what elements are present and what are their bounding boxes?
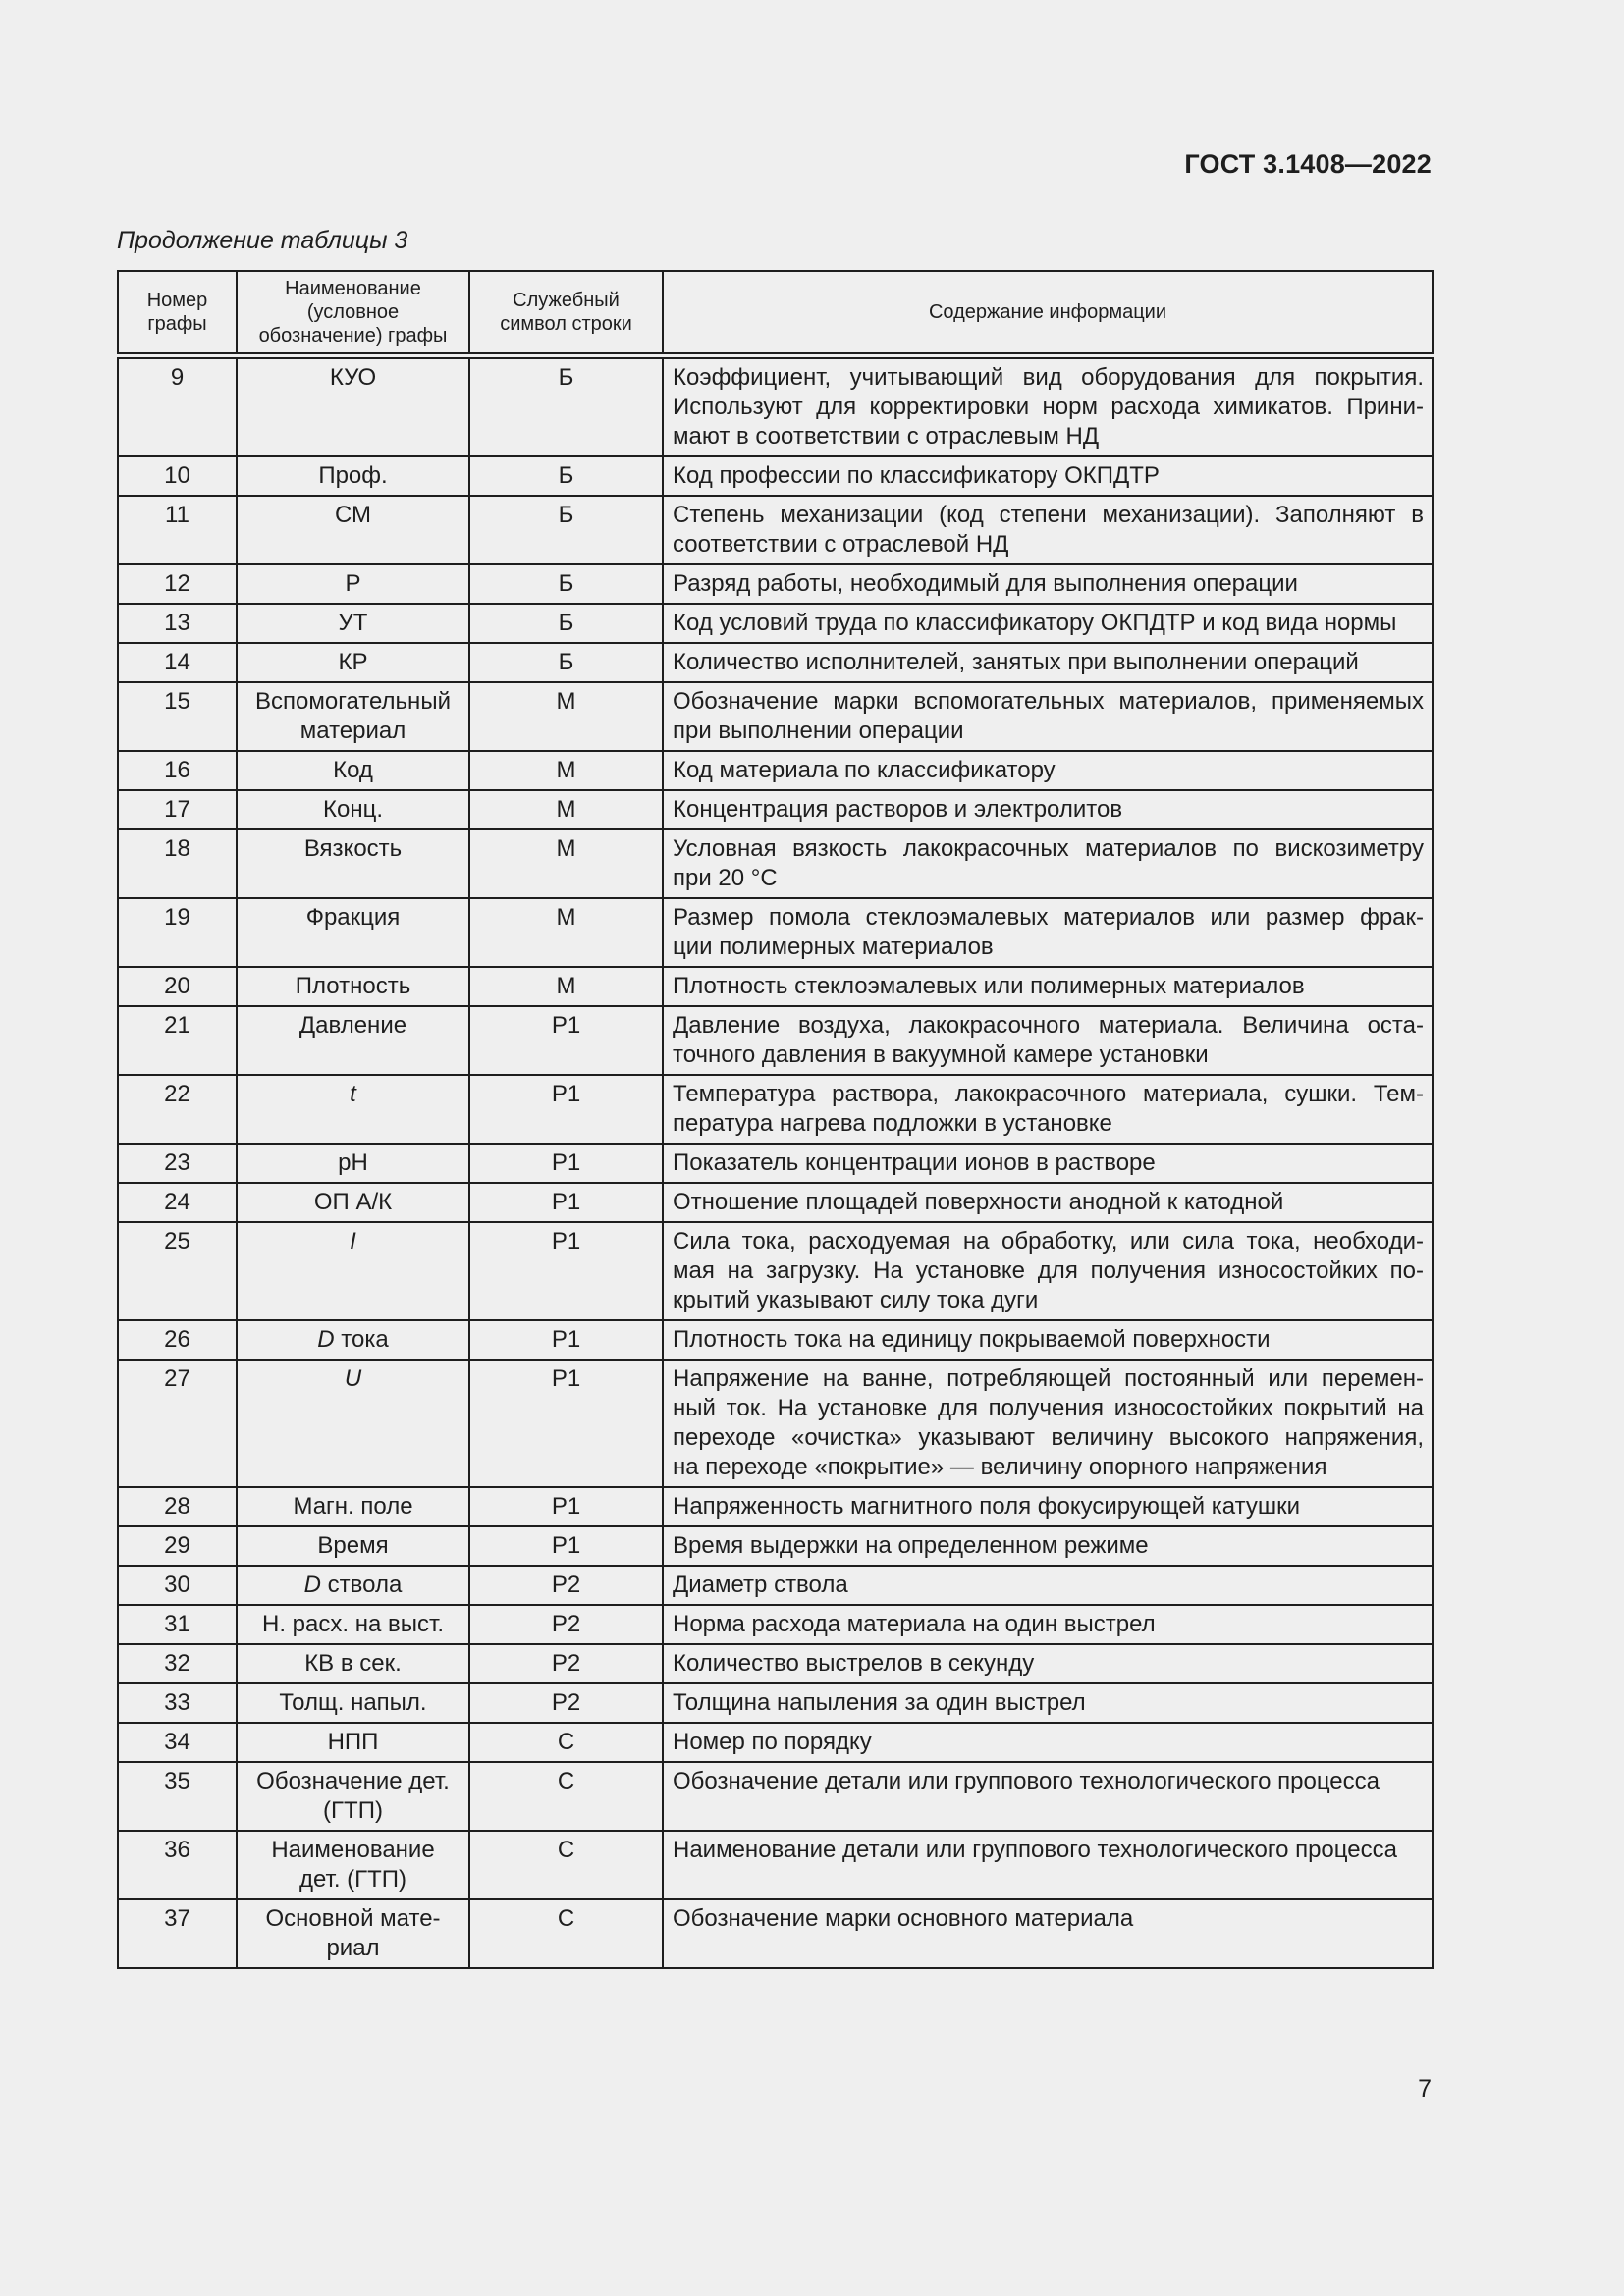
info-line: на переходе «покрытие» — величину опорного напряжения bbox=[673, 1454, 1327, 1480]
info-line: Коэффициент, учитывающий вид оборудования для покрытия. bbox=[673, 364, 1424, 391]
graph-name bbox=[237, 1762, 469, 1831]
graph-name-text: ствола bbox=[321, 1572, 403, 1598]
graph-name-line bbox=[245, 1080, 460, 1109]
row-symbol: Б bbox=[469, 604, 663, 643]
graph-name bbox=[237, 1831, 469, 1899]
row-symbol: Р2 bbox=[469, 1683, 663, 1723]
table-row bbox=[118, 1183, 1433, 1222]
graph-number: 26 bbox=[118, 1320, 237, 1360]
graph-name-italic: t bbox=[350, 1081, 356, 1107]
header-info-content bbox=[663, 271, 1433, 356]
graph-name-line: Фракция bbox=[305, 904, 401, 931]
table-row bbox=[118, 496, 1433, 564]
graph-name-line: Наименование bbox=[271, 1837, 435, 1863]
graph-name-line: Вспомогательный bbox=[255, 688, 451, 715]
info-line: при 20 °С bbox=[673, 865, 778, 891]
info-line: Время выдержки на определенном режиме bbox=[673, 1532, 1149, 1559]
table-row bbox=[118, 751, 1433, 790]
row-symbol: С bbox=[469, 1831, 663, 1899]
graph-name bbox=[237, 790, 469, 829]
info-line: ный ток. На установке для получения износостойких покрытий на bbox=[673, 1395, 1424, 1421]
info-content bbox=[663, 1183, 1433, 1222]
info-line: соответствии с отраслевой НД bbox=[673, 531, 1009, 558]
graph-name bbox=[237, 456, 469, 496]
graph-name bbox=[237, 604, 469, 643]
info-line: Код материала по классификатору bbox=[673, 757, 1056, 783]
graph-name-line: Плотность bbox=[295, 973, 411, 999]
info-line: Концентрация растворов и электролитов bbox=[673, 796, 1123, 823]
info-line: Обозначение детали или группового технологического процесса bbox=[673, 1768, 1380, 1794]
header-line: обозначение) графы bbox=[258, 325, 448, 347]
table-row bbox=[118, 1899, 1433, 1968]
row-symbol: М bbox=[469, 751, 663, 790]
info-line: Температура раствора, лакокрасочного материала, сушки. Тем- bbox=[673, 1081, 1424, 1107]
info-content bbox=[663, 604, 1433, 643]
info-content bbox=[663, 1006, 1433, 1075]
graph-name bbox=[237, 1320, 469, 1360]
table-row bbox=[118, 1320, 1433, 1360]
info-line: Количество выстрелов в секунду bbox=[673, 1650, 1035, 1677]
graph-number: 37 bbox=[118, 1899, 237, 1968]
graph-name bbox=[237, 751, 469, 790]
info-line: ции полимерных материалов bbox=[673, 934, 994, 960]
graph-number: 16 bbox=[118, 751, 237, 790]
info-content bbox=[663, 1831, 1433, 1899]
graph-name-line: Вязкость bbox=[303, 835, 403, 862]
row-symbol: Б bbox=[469, 456, 663, 496]
info-content bbox=[663, 1605, 1433, 1644]
graph-name bbox=[237, 1487, 469, 1526]
info-line: Степень механизации (код степени механизации). Заполняют в bbox=[673, 502, 1424, 528]
graph-name bbox=[237, 1183, 469, 1222]
graph-number: 35 bbox=[118, 1762, 237, 1831]
info-content bbox=[663, 643, 1433, 682]
row-symbol: Р1 bbox=[469, 1320, 663, 1360]
header-line: (условное bbox=[306, 301, 400, 323]
graph-name-line: Обозначение дет. bbox=[256, 1768, 450, 1794]
info-content bbox=[663, 1144, 1433, 1183]
graph-number: 19 bbox=[118, 898, 237, 967]
row-symbol: Р2 bbox=[469, 1644, 663, 1683]
graph-name bbox=[237, 1566, 469, 1605]
graph-number: 13 bbox=[118, 604, 237, 643]
graph-name bbox=[237, 1222, 469, 1320]
info-content bbox=[663, 1222, 1433, 1320]
table-row bbox=[118, 604, 1433, 643]
graph-number: 9 bbox=[118, 356, 237, 457]
row-symbol: Б bbox=[469, 356, 663, 457]
info-line: Плотность тока на единицу покрываемой поверхности bbox=[673, 1326, 1271, 1353]
header-row-symbol bbox=[469, 271, 663, 356]
info-line: Диаметр ствола bbox=[673, 1572, 848, 1598]
table-row bbox=[118, 1222, 1433, 1320]
table-row bbox=[118, 967, 1433, 1006]
graph-number: 12 bbox=[118, 564, 237, 604]
graph-name-line: Код bbox=[333, 757, 373, 783]
graph-number: 11 bbox=[118, 496, 237, 564]
graph-name-line: Время bbox=[317, 1532, 389, 1559]
table-row bbox=[118, 829, 1433, 898]
table-row bbox=[118, 1723, 1433, 1762]
row-symbol: М bbox=[469, 682, 663, 751]
graph-number: 21 bbox=[118, 1006, 237, 1075]
table-row bbox=[118, 1487, 1433, 1526]
graph-name-line: (ГТП) bbox=[323, 1797, 383, 1824]
row-symbol: С bbox=[469, 1762, 663, 1831]
info-content bbox=[663, 1683, 1433, 1723]
header-line: Наименование bbox=[285, 278, 421, 299]
document-code: ГОСТ 3.1408—2022 bbox=[1184, 149, 1432, 179]
graph-number: 32 bbox=[118, 1644, 237, 1683]
graph-number: 22 bbox=[118, 1075, 237, 1144]
info-line: мая на загрузку. На установке для получения износостойких по- bbox=[673, 1257, 1424, 1284]
info-line: Код условий труда по классификатору ОКПДТР и код вида нормы bbox=[673, 610, 1397, 636]
header-row bbox=[118, 271, 1433, 356]
info-line: Количество исполнителей, занятых при выполнении операций bbox=[673, 649, 1359, 675]
graph-name bbox=[237, 356, 469, 457]
table-row bbox=[118, 1526, 1433, 1566]
info-content bbox=[663, 1487, 1433, 1526]
table-caption: Продолжение таблицы 3 bbox=[117, 227, 408, 254]
graph-number: 10 bbox=[118, 456, 237, 496]
row-symbol: Р2 bbox=[469, 1605, 663, 1644]
graph-name-line bbox=[245, 1364, 460, 1394]
row-symbol: М bbox=[469, 898, 663, 967]
header-graph-number bbox=[118, 271, 237, 356]
info-content bbox=[663, 1899, 1433, 1968]
page-number: 7 bbox=[1418, 2075, 1432, 2103]
graph-name bbox=[237, 1644, 469, 1683]
info-line: пература нагрева подложки в установке bbox=[673, 1110, 1112, 1137]
info-line: Плотность стеклоэмалевых или полимерных материалов bbox=[673, 973, 1305, 999]
graph-name bbox=[237, 1605, 469, 1644]
row-symbol: С bbox=[469, 1899, 663, 1968]
info-line: Норма расхода материала на один выстрел bbox=[673, 1611, 1156, 1637]
info-line: Номер по порядку bbox=[673, 1729, 872, 1755]
info-content bbox=[663, 1075, 1433, 1144]
graph-name bbox=[237, 1723, 469, 1762]
row-symbol: Р1 bbox=[469, 1006, 663, 1075]
info-content bbox=[663, 1644, 1433, 1683]
info-line: мают в соответствии с отраслевым НД bbox=[673, 423, 1100, 450]
row-symbol: Р1 bbox=[469, 1526, 663, 1566]
graph-number: 25 bbox=[118, 1222, 237, 1320]
info-content bbox=[663, 790, 1433, 829]
table-row bbox=[118, 1075, 1433, 1144]
graph-name-line: Основной мате- bbox=[265, 1905, 441, 1932]
row-symbol: Б bbox=[469, 496, 663, 564]
graph-number: 34 bbox=[118, 1723, 237, 1762]
header-line: Служебный bbox=[513, 290, 620, 311]
info-line: Показатель концентрации ионов в растворе bbox=[673, 1149, 1156, 1176]
graph-name-line: КВ в сек. bbox=[304, 1650, 402, 1677]
row-symbol: Р1 bbox=[469, 1144, 663, 1183]
info-content bbox=[663, 1526, 1433, 1566]
info-line: Сила тока, расходуемая на обработку, или сила тока, необходи- bbox=[673, 1228, 1424, 1255]
table-row bbox=[118, 790, 1433, 829]
info-content bbox=[663, 564, 1433, 604]
row-symbol: М bbox=[469, 967, 663, 1006]
graph-name-line: Р bbox=[345, 570, 361, 597]
table-body bbox=[118, 356, 1433, 1969]
header-line: символ строки bbox=[500, 313, 632, 335]
info-line: Используют для корректировки норм расхода химикатов. Прини- bbox=[673, 394, 1424, 420]
table-row bbox=[118, 1644, 1433, 1683]
graph-name bbox=[237, 1899, 469, 1968]
graph-name-line: Проф. bbox=[318, 462, 388, 489]
row-symbol: М bbox=[469, 790, 663, 829]
table-header bbox=[118, 271, 1433, 356]
table-row bbox=[118, 1762, 1433, 1831]
table-row bbox=[118, 1006, 1433, 1075]
row-symbol: Р2 bbox=[469, 1566, 663, 1605]
graph-name bbox=[237, 1144, 469, 1183]
graph-number: 33 bbox=[118, 1683, 237, 1723]
table-row bbox=[118, 1683, 1433, 1723]
info-content bbox=[663, 496, 1433, 564]
graph-name bbox=[237, 1683, 469, 1723]
row-symbol: С bbox=[469, 1723, 663, 1762]
row-symbol: Р1 bbox=[469, 1075, 663, 1144]
graph-name-line: Магн. поле bbox=[293, 1493, 413, 1520]
graph-name-line: Конц. bbox=[323, 796, 383, 823]
graph-name-line: СМ bbox=[334, 502, 372, 528]
graph-name bbox=[237, 967, 469, 1006]
info-line: переходе «очистка» указывают величину высокого напряжения, bbox=[673, 1424, 1424, 1451]
graph-number: 27 bbox=[118, 1360, 237, 1487]
table-row bbox=[118, 1144, 1433, 1183]
graph-name-line: Толщ. напыл. bbox=[279, 1689, 427, 1716]
graph-name-line: материал bbox=[299, 718, 406, 744]
graph-name-line bbox=[245, 1227, 460, 1256]
info-content bbox=[663, 751, 1433, 790]
graph-name-line: УТ bbox=[338, 610, 368, 636]
graph-number: 23 bbox=[118, 1144, 237, 1183]
graph-name-line bbox=[245, 1571, 460, 1600]
info-line: Обозначение марки основного материала bbox=[673, 1905, 1134, 1932]
header-line: Номер bbox=[146, 290, 208, 311]
graph-number: 29 bbox=[118, 1526, 237, 1566]
table-row bbox=[118, 682, 1433, 751]
graph-name bbox=[237, 1006, 469, 1075]
table-row bbox=[118, 564, 1433, 604]
row-symbol: М bbox=[469, 829, 663, 898]
graph-name-text: тока bbox=[334, 1326, 389, 1353]
graph-name-line: НПП bbox=[327, 1729, 379, 1755]
header-graph-name bbox=[237, 271, 469, 356]
graph-name bbox=[237, 682, 469, 751]
graph-name bbox=[237, 1526, 469, 1566]
graph-name-line: дет. (ГТП) bbox=[298, 1866, 407, 1893]
graph-name bbox=[237, 643, 469, 682]
graph-number: 14 bbox=[118, 643, 237, 682]
info-line: Толщина напыления за один выстрел bbox=[673, 1689, 1086, 1716]
info-content bbox=[663, 1360, 1433, 1487]
row-symbol: Б bbox=[469, 564, 663, 604]
info-content bbox=[663, 829, 1433, 898]
graph-name bbox=[237, 898, 469, 967]
table-row bbox=[118, 1566, 1433, 1605]
info-content bbox=[663, 1723, 1433, 1762]
info-line: Код профессии по классификатору ОКПДТР bbox=[673, 462, 1160, 489]
info-content bbox=[663, 1566, 1433, 1605]
info-content bbox=[663, 1762, 1433, 1831]
info-line: Разряд работы, необходимый для выполнения операции bbox=[673, 570, 1298, 597]
graph-name-italic: I bbox=[350, 1228, 356, 1255]
graph-name bbox=[237, 496, 469, 564]
row-symbol: Р1 bbox=[469, 1487, 663, 1526]
info-content bbox=[663, 967, 1433, 1006]
graph-name bbox=[237, 1360, 469, 1487]
info-content bbox=[663, 682, 1433, 751]
info-line: Обозначение марки вспомогательных материалов, применяемых bbox=[673, 688, 1424, 715]
row-symbol: Р1 bbox=[469, 1222, 663, 1320]
info-line: Отношение площадей поверхности анодной к катодной bbox=[673, 1189, 1284, 1215]
graph-name-line: КУО bbox=[329, 364, 377, 391]
graph-name-line: КР bbox=[338, 649, 368, 675]
table-row bbox=[118, 1831, 1433, 1899]
graph-name-line: Давление bbox=[298, 1012, 407, 1039]
info-line: при выполнении операции bbox=[673, 718, 964, 744]
graph-number: 31 bbox=[118, 1605, 237, 1644]
graph-name-italic: D bbox=[303, 1572, 322, 1598]
table-row bbox=[118, 356, 1433, 457]
graph-name-line: pH bbox=[338, 1149, 368, 1176]
graph-name bbox=[237, 564, 469, 604]
graph-number: 15 bbox=[118, 682, 237, 751]
row-symbol: Б bbox=[469, 643, 663, 682]
table-row bbox=[118, 1605, 1433, 1644]
table-row bbox=[118, 456, 1433, 496]
graph-name-line: ОП А/К bbox=[313, 1189, 393, 1215]
graph-name-italic: U bbox=[344, 1365, 362, 1392]
header-line: Содержание информации bbox=[928, 301, 1167, 323]
table-row bbox=[118, 643, 1433, 682]
graph-name bbox=[237, 1075, 469, 1144]
graph-number: 36 bbox=[118, 1831, 237, 1899]
graph-number: 24 bbox=[118, 1183, 237, 1222]
info-content bbox=[663, 456, 1433, 496]
table-3-continuation bbox=[117, 270, 1434, 1969]
graph-number: 30 bbox=[118, 1566, 237, 1605]
graph-name-line: Н. расх. на выст. bbox=[262, 1611, 444, 1637]
graph-name-italic: D bbox=[317, 1326, 335, 1353]
info-content bbox=[663, 898, 1433, 967]
header-line: графы bbox=[147, 313, 207, 335]
graph-number: 17 bbox=[118, 790, 237, 829]
graph-name bbox=[237, 829, 469, 898]
graph-number: 18 bbox=[118, 829, 237, 898]
graph-name-line bbox=[245, 1325, 460, 1355]
info-line: Давление воздуха, лакокрасочного материала. Величина оста- bbox=[673, 1012, 1424, 1039]
info-line: Напряжение на ванне, потребляющей постоянный или перемен- bbox=[673, 1365, 1424, 1392]
table-row bbox=[118, 1360, 1433, 1487]
table-row bbox=[118, 898, 1433, 967]
graph-name-line: риал bbox=[326, 1935, 380, 1961]
row-symbol: Р1 bbox=[469, 1360, 663, 1487]
graph-number: 28 bbox=[118, 1487, 237, 1526]
info-line: Наименование детали или группового технологического процесса bbox=[673, 1837, 1397, 1863]
graph-number: 20 bbox=[118, 967, 237, 1006]
info-line: крытий указывают силу тока дуги bbox=[673, 1287, 1039, 1313]
info-content bbox=[663, 356, 1433, 457]
row-symbol: Р1 bbox=[469, 1183, 663, 1222]
info-line: Напряженность магнитного поля фокусирующей катушки bbox=[673, 1493, 1300, 1520]
info-line: Условная вязкость лакокрасочных материалов по вискозиметру bbox=[673, 835, 1424, 862]
info-content bbox=[663, 1320, 1433, 1360]
info-line: Размер помола стеклоэмалевых материалов или размер фрак- bbox=[673, 904, 1424, 931]
info-line: точного давления в вакуумной камере установки bbox=[673, 1041, 1209, 1068]
